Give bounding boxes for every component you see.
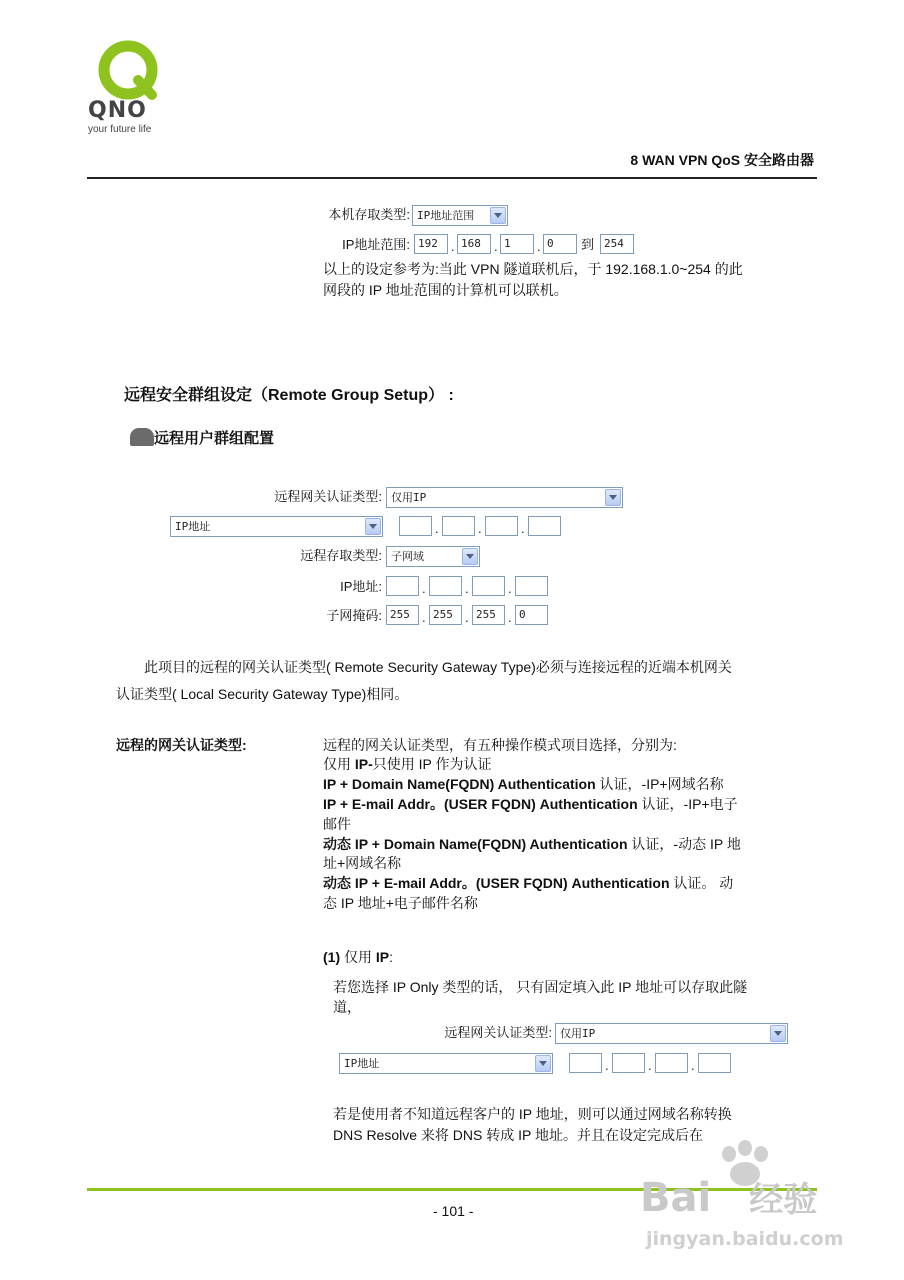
- subsection-line-2: 道，: [333, 999, 361, 1015]
- body-paragraph-line-2: 认证类型( Local Security Gateway Type)相同。: [116, 686, 409, 702]
- qno-logo-icon: [88, 40, 178, 102]
- chevron-down-icon: [770, 1025, 786, 1042]
- subsection-line-1: 若您选择 IP Only 类型的话， 只有固定填入此 IP 地址可以存取此隧: [333, 979, 748, 995]
- local-type-value: IP地址范围: [417, 209, 475, 222]
- ip-separator: .: [494, 239, 498, 254]
- body-paragraph-line-1: 此项目的远程的网关认证类型( Remote Security Gateway Type)必须与连接远程的近端本机网关: [144, 659, 732, 675]
- group-config-title: 远程用户群组配置: [154, 430, 275, 447]
- ip-separator: .: [605, 1058, 609, 1073]
- remote-ip-kind-select[interactable]: [170, 516, 383, 537]
- definition-line-7: 址+网域名称: [323, 855, 402, 871]
- remote-access-type-value: 子网域: [391, 550, 424, 563]
- mask-octet-1[interactable]: 255: [386, 605, 419, 625]
- definition-line-2: 仅用 IP-只使用 IP 作为认证: [323, 756, 492, 772]
- product-title: 8 WAN VPN QoS 安全路由器: [630, 152, 814, 168]
- chevron-down-icon: [365, 518, 381, 535]
- range-to-label: 到: [581, 237, 595, 252]
- ip-start-octet-2[interactable]: 168: [457, 234, 491, 254]
- remote-ip-octet-1[interactable]: [399, 516, 432, 536]
- watermark-brand: Bai 经验: [640, 1175, 818, 1221]
- remote-gateway-type-value: 仅用IP: [391, 491, 427, 504]
- ip-separator: .: [422, 581, 426, 596]
- mini-ip-octet-2[interactable]: [612, 1053, 645, 1073]
- chevron-down-icon: [605, 489, 621, 506]
- section-heading: 远程安全群组设定（Remote Group Setup） :: [124, 387, 454, 404]
- remote-access-type-label: 远程存取类型:: [300, 548, 382, 563]
- bottom-line-2: DNS Resolve 来将 DNS 转成 IP 地址。并且在设定完成后在: [333, 1127, 704, 1143]
- ip-end-octet[interactable]: 254: [600, 234, 634, 254]
- mini-ip-octet-3[interactable]: [655, 1053, 688, 1073]
- remote-addr-octet-4[interactable]: [515, 576, 548, 596]
- local-type-label: 本机存取类型:: [328, 207, 410, 222]
- ip-separator: .: [691, 1058, 695, 1073]
- header-rule: [87, 177, 817, 179]
- remote-ip-octet-3[interactable]: [485, 516, 518, 536]
- mini-gateway-type-value: 仅用IP: [560, 1027, 596, 1040]
- page-number: - 101 -: [433, 1203, 474, 1219]
- tab-rounded-icon: [130, 428, 154, 446]
- local-note-line-2: 网段的 IP 地址范围的计算机可以联机。: [323, 282, 568, 298]
- ip-start-octet-1[interactable]: 192: [414, 234, 448, 254]
- ip-separator: .: [537, 239, 541, 254]
- mask-octet-3[interactable]: 255: [472, 605, 505, 625]
- definition-line-6: 动态 IP + Domain Name(FQDN) Authentication 认证，-动态 IP 地: [323, 836, 741, 852]
- subnet-mask-label: 子网掩码:: [326, 608, 382, 623]
- ip-separator: .: [465, 581, 469, 596]
- mini-ip-kind-value: IP地址: [344, 1057, 380, 1070]
- remote-addr-octet-1[interactable]: [386, 576, 419, 596]
- logo-wordmark: QNO: [88, 98, 147, 123]
- local-note-line-1: 以上的设定参考为:当此 VPN 隧道联机后，于 192.168.1.0~254 的此: [323, 261, 743, 277]
- definition-line-8: 动态 IP + E-mail Addr。(USER FQDN) Authentication 认证。 动: [323, 875, 734, 891]
- ip-separator: .: [648, 1058, 652, 1073]
- mask-octet-2[interactable]: 255: [429, 605, 462, 625]
- remote-ip-octet-2[interactable]: [442, 516, 475, 536]
- chevron-down-icon: [535, 1055, 551, 1072]
- remote-ip-octet-4[interactable]: [528, 516, 561, 536]
- mini-gateway-type-label: 远程网关认证类型:: [444, 1025, 552, 1040]
- remote-access-type-select[interactable]: [386, 546, 480, 567]
- ip-start-octet-4[interactable]: 0: [543, 234, 577, 254]
- definition-line-1: 远程的网关认证类型，有五种操作模式项目选择，分别为:: [323, 737, 677, 753]
- ip-separator: .: [422, 610, 426, 625]
- ip-separator: .: [435, 521, 439, 536]
- definition-term: 远程的网关认证类型:: [116, 737, 247, 753]
- group-config-tab: [130, 426, 300, 452]
- definition-line-9: 态 IP 地址+电子邮件名称: [323, 895, 478, 911]
- watermark: [640, 1140, 870, 1270]
- definition-line-4: IP + E-mail Addr。(USER FQDN) Authentication 认证，-IP+电子: [323, 796, 738, 812]
- ip-separator: .: [451, 239, 455, 254]
- chevron-down-icon: [490, 207, 506, 224]
- mini-ip-kind-select[interactable]: [339, 1053, 553, 1074]
- ip-separator: .: [521, 521, 525, 536]
- local-type-select[interactable]: [412, 205, 508, 226]
- bottom-line-1: 若是使用者不知道远程客户的 IP 地址，则可以通过网域名称转换: [333, 1106, 732, 1122]
- remote-addr-octet-2[interactable]: [429, 576, 462, 596]
- mask-octet-4[interactable]: 0: [515, 605, 548, 625]
- remote-ip-label: IP地址:: [340, 579, 382, 594]
- definition-line-5: 邮件: [323, 816, 351, 832]
- chevron-down-icon: [462, 548, 478, 565]
- mini-gateway-type-select[interactable]: [555, 1023, 788, 1044]
- ip-start-octet-3[interactable]: 1: [500, 234, 534, 254]
- ip-separator: .: [465, 610, 469, 625]
- remote-ip-kind-value: IP地址: [175, 520, 211, 533]
- ip-separator: .: [508, 610, 512, 625]
- remote-gateway-type-label: 远程网关认证类型:: [274, 489, 382, 504]
- subsection-heading: (1) 仅用 IP:: [323, 949, 394, 965]
- logo-tagline: your future life: [88, 124, 152, 135]
- remote-addr-octet-3[interactable]: [472, 576, 505, 596]
- company-logo: [88, 40, 178, 140]
- mini-ip-octet-1[interactable]: [569, 1053, 602, 1073]
- watermark-url: jingyan.baidu.com: [646, 1228, 844, 1250]
- ip-separator: .: [478, 521, 482, 536]
- definition-line-3: IP + Domain Name(FQDN) Authentication 认证，-IP+网域名称: [323, 776, 724, 792]
- remote-gateway-type-select[interactable]: [386, 487, 623, 508]
- local-range-label: IP地址范围:: [342, 237, 410, 252]
- ip-separator: .: [508, 581, 512, 596]
- mini-ip-octet-4[interactable]: [698, 1053, 731, 1073]
